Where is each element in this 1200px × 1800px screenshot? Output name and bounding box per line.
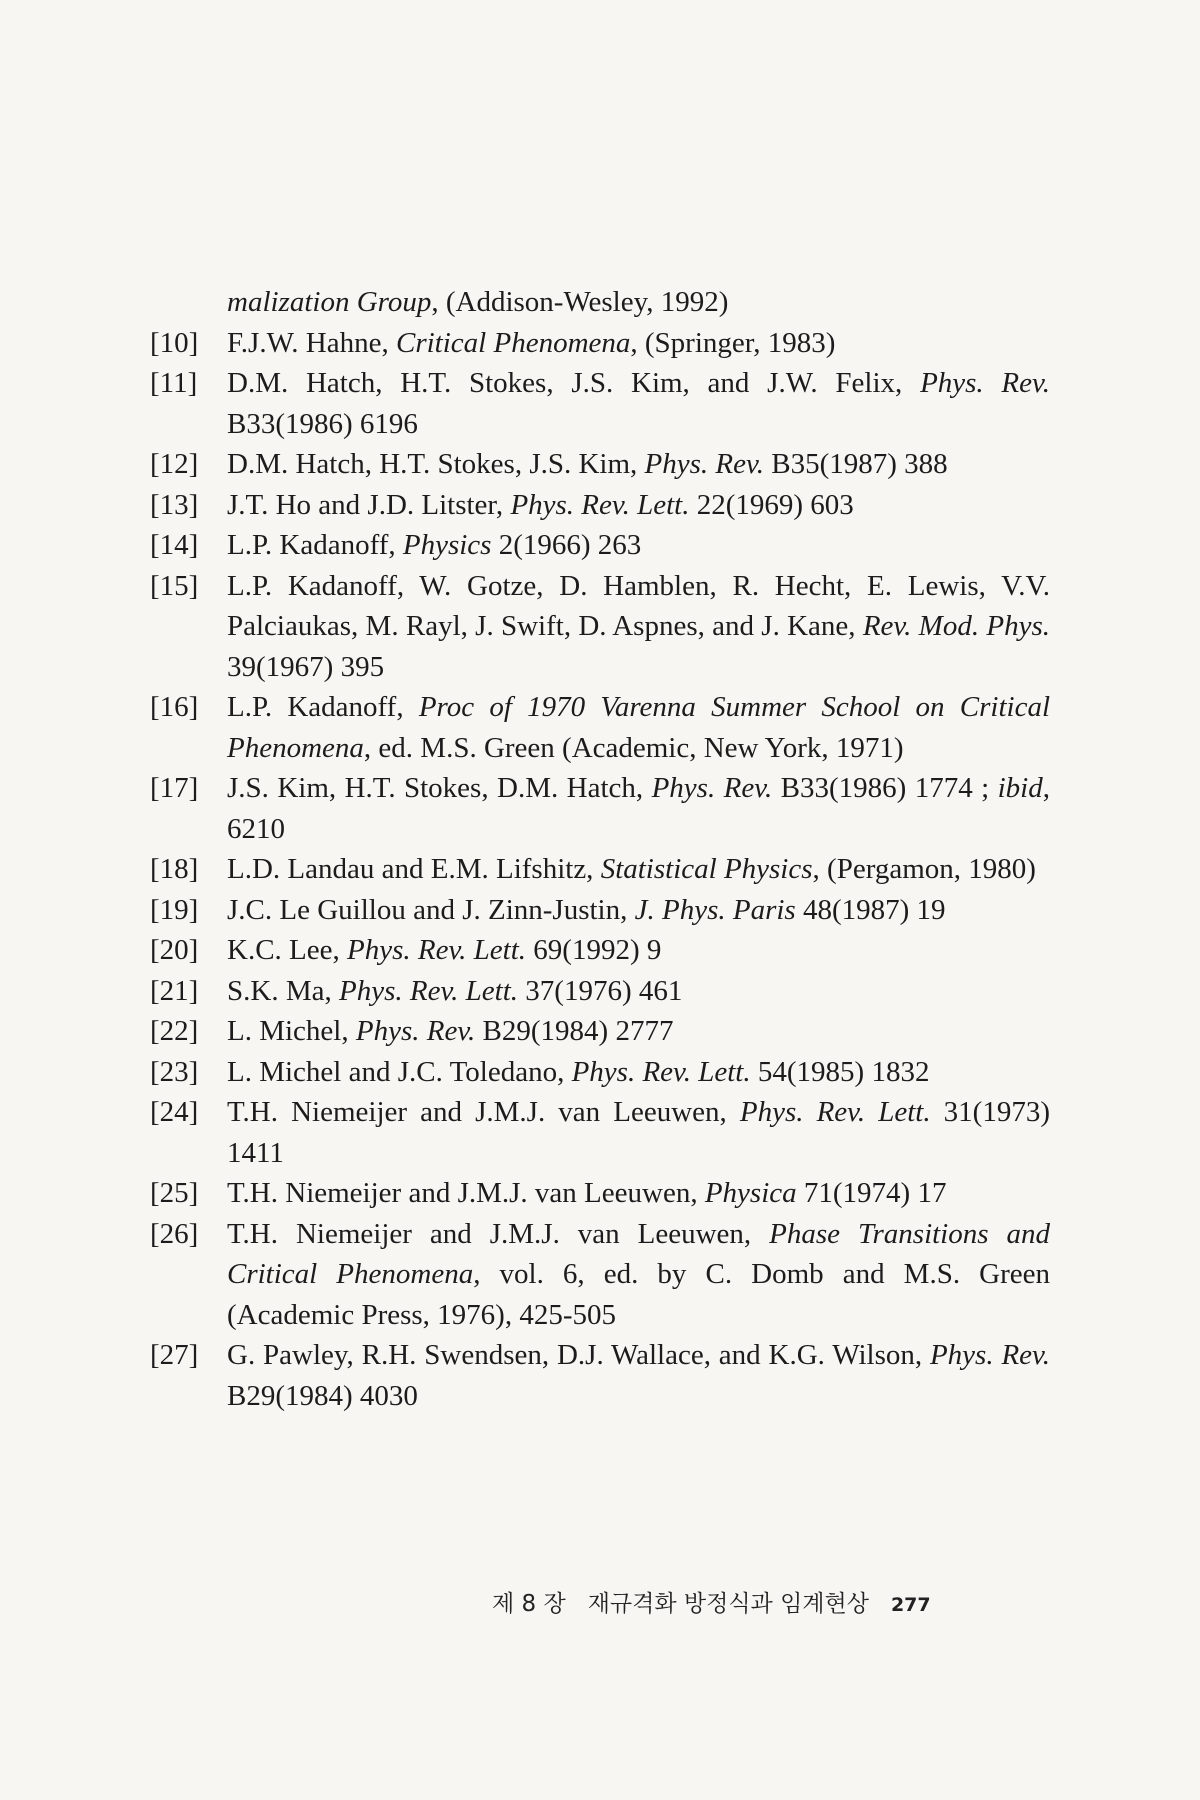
reference-text: T.H. Niemeijer and J.M.J. van Leeuwen, Phys. Rev. Lett. 31(1973) 1411: [227, 1096, 1050, 1169]
page-number: 277: [890, 1594, 931, 1616]
reference-number: [24]: [150, 1096, 199, 1128]
reference-number: [27]: [150, 1339, 199, 1371]
reference-item: [150, 525, 1050, 566]
reference-item: [150, 566, 1050, 688]
reference-text: F.J.W. Hahne, Critical Phenomena, (Springer, 1983): [227, 326, 836, 359]
reference-text: L. Michel and J.C. Toledano, Phys. Rev. Lett. 54(1985) 1832: [227, 1055, 930, 1088]
reference-number: [23]: [150, 1055, 199, 1088]
reference-item: [150, 282, 1050, 323]
reference-number: [18]: [150, 853, 199, 885]
chapter-title: 재규격화 방정식과 임계현상: [587, 1591, 869, 1617]
reference-text: L.P. Kadanoff, W. Gotze, D. Hamblen, R. Hecht, E. Lewis, V.V. Palciaukas, M. Rayl, J. Swift, D. Aspnes, and J. Kane, Rev. Mod. Phys. 39(1967) 395: [227, 569, 1050, 683]
reference-number: [21]: [150, 974, 199, 1007]
reference-text: malization Group, (Addison-Wesley, 1992): [227, 286, 729, 318]
reference-text: J.S. Kim, H.T. Stokes, D.M. Hatch, Phys. Rev. B33(1986) 1774 ; ibid, 6210: [227, 772, 1050, 845]
reference-text: J.C. Le Guillou and J. Zinn-Justin, J. Phys. Paris 48(1987) 19: [227, 893, 946, 926]
reference-number: [150, 282, 227, 323]
reference-text: L. Michel, Phys. Rev. B29(1984) 2777: [227, 1015, 674, 1047]
reference-item: [150, 363, 1050, 444]
reference-text: D.M. Hatch, H.T. Stokes, J.S. Kim, Phys. Rev. B35(1987) 388: [227, 448, 948, 480]
reference-number: [17]: [150, 772, 199, 804]
reference-number: [14]: [150, 529, 199, 561]
reference-item: [150, 1335, 1050, 1416]
reference-item: [150, 930, 1050, 971]
reference-number: [26]: [150, 1217, 199, 1250]
chapter-label: 제 8 장: [492, 1591, 566, 1617]
reference-text: S.K. Ma, Phys. Rev. Lett. 37(1976) 461: [227, 974, 683, 1007]
reference-number: [25]: [150, 1177, 199, 1209]
reference-item: [150, 687, 1050, 768]
reference-item: [150, 323, 1050, 364]
reference-item: [150, 485, 1050, 526]
reference-item: [150, 1052, 1050, 1093]
reference-item: [150, 1173, 1050, 1214]
reference-item: [150, 971, 1050, 1012]
reference-number: [10]: [150, 326, 199, 359]
reference-number: [16]: [150, 691, 199, 723]
reference-text: L.D. Landau and E.M. Lifshitz, Statistical Physics, (Pergamon, 1980): [227, 853, 1036, 885]
reference-number: [11]: [150, 367, 198, 399]
reference-number: [22]: [150, 1015, 199, 1047]
reference-item: [150, 1214, 1050, 1336]
reference-text: L.P. Kadanoff, Proc of 1970 Varenna Summer School on Critical Phenomena, ed. M.S. Green (Academic, New York, 1971): [227, 691, 1051, 764]
reference-item: [150, 768, 1050, 849]
reference-number: [20]: [150, 934, 199, 966]
reference-text: K.C. Lee, Phys. Rev. Lett. 69(1992) 9: [227, 934, 662, 966]
page-footer: [492, 1585, 931, 1618]
reference-item: [150, 1092, 1050, 1173]
reference-item: [150, 1011, 1050, 1052]
reference-number: [12]: [150, 448, 199, 480]
reference-text: L.P. Kadanoff, Physics 2(1966) 263: [227, 529, 642, 561]
reference-item: [150, 444, 1050, 485]
reference-text: D.M. Hatch, H.T. Stokes, J.S. Kim, and J.W. Felix, Phys. Rev. B33(1986) 6196: [227, 367, 1050, 440]
reference-text: G. Pawley, R.H. Swendsen, D.J. Wallace, and K.G. Wilson, Phys. Rev. B29(1984) 4030: [227, 1339, 1051, 1412]
reference-item: [150, 890, 1050, 931]
reference-number: [13]: [150, 488, 199, 521]
reference-item: [150, 849, 1050, 890]
reference-text: J.T. Ho and J.D. Litster, Phys. Rev. Lett. 22(1969) 603: [227, 488, 854, 521]
reference-text: T.H. Niemeijer and J.M.J. van Leeuwen, Phase Transitions and Critical Phenomena, vol. 6, ed. by C. Domb and M.S. Green (Academic Press, 1976), 425-505: [227, 1217, 1050, 1331]
reference-text: T.H. Niemeijer and J.M.J. van Leeuwen, Physica 71(1974) 17: [227, 1177, 947, 1209]
reference-list: [150, 282, 1050, 1416]
reference-number: [15]: [150, 569, 199, 602]
reference-number: [19]: [150, 893, 199, 926]
